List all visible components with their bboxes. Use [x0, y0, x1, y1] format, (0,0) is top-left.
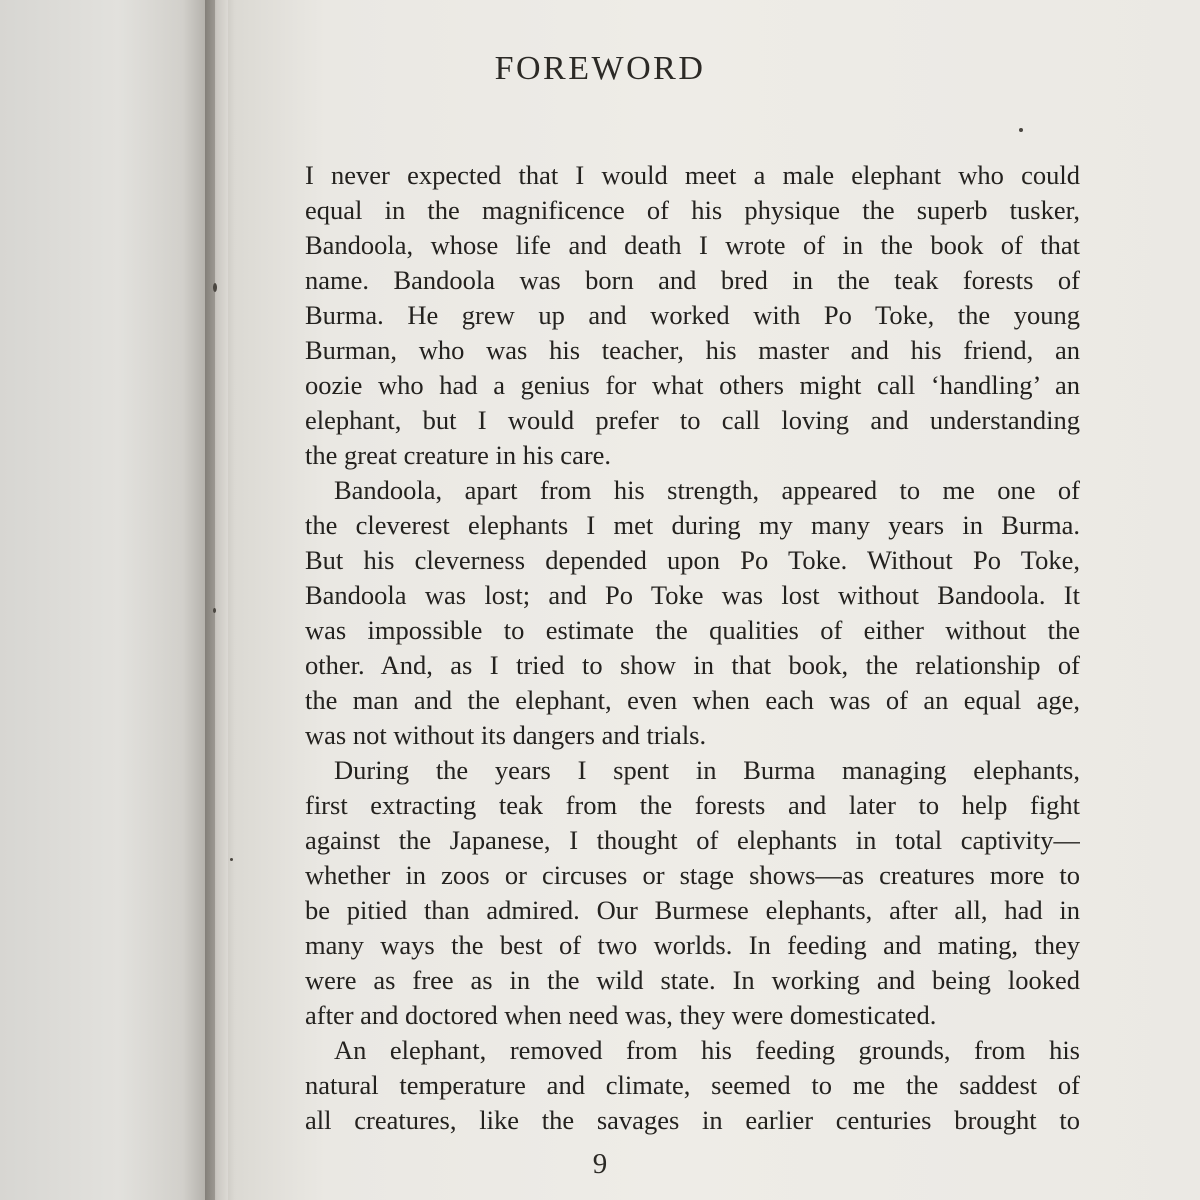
text-line: was impossible to estimate the qualities of either without the: [305, 615, 1080, 645]
text-line: Burma. He grew up and worked with Po Toke, the young: [305, 300, 1080, 330]
text-line: many ways the best of two worlds. In feeding and mating, they: [305, 930, 1080, 960]
paper-speck: [230, 858, 233, 861]
text-line: elephant, but I would prefer to call loving and understanding: [305, 405, 1080, 435]
text-line: An elephant, removed from his feeding grounds, from his: [334, 1035, 1080, 1065]
page-number: 9: [592, 1148, 608, 1180]
text-line: all creatures, like the savages in earlier centuries brought to: [305, 1105, 1080, 1135]
text-line: against the Japanese, I thought of elephants in total captivity—: [305, 825, 1080, 855]
text-line: Burman, who was his teacher, his master and his friend, an: [305, 335, 1080, 365]
text-line: natural temperature and climate, seemed to me the saddest of: [305, 1070, 1080, 1100]
text-line: were as free as in the wild state. In working and being looked: [305, 965, 1080, 995]
paper-speck: [213, 283, 217, 292]
text-line: equal in the magnificence of his physique the superb tusker,: [305, 195, 1080, 225]
text-line: Bandoola, apart from his strength, appeared to me one of: [334, 475, 1080, 505]
text-line: I never expected that I would meet a male elephant who could: [305, 160, 1080, 190]
text-line: after and doctored when need was, they were domesticated.: [305, 1000, 937, 1030]
text-line: be pitied than admired. Our Burmese elephants, after all, had in: [305, 895, 1080, 925]
paper-speck: [213, 608, 216, 613]
facing-page-edge: [0, 0, 215, 1200]
text-line: the man and the elephant, even when each was of an equal age,: [305, 685, 1080, 715]
text-line: the great creature in his care.: [305, 440, 612, 470]
text-line: was not without its dangers and trials.: [305, 720, 707, 750]
paper-speck: [1019, 128, 1023, 132]
chapter-heading: FOREWORD: [494, 50, 706, 87]
book-gutter: [205, 0, 235, 1200]
text-line: During the years I spent in Burma managing elephants,: [334, 755, 1080, 785]
text-line: But his cleverness depended upon Po Toke. Without Po Toke,: [305, 545, 1080, 575]
text-line: Bandoola was lost; and Po Toke was lost without Bandoola. It: [305, 580, 1080, 610]
text-line: name. Bandoola was born and bred in the teak forests of: [305, 265, 1080, 295]
body-text: [305, 158, 1080, 1138]
text-line: first extracting teak from the forests and later to help fight: [305, 790, 1080, 820]
text-line: other. And, as I tried to show in that book, the relationship of: [305, 650, 1080, 680]
text-line: oozie who had a genius for what others might call ‘handling’ an: [305, 370, 1080, 400]
text-line: whether in zoos or circuses or stage shows—as creatures more to: [305, 860, 1080, 890]
text-line: Bandoola, whose life and death I wrote of in the book of that: [305, 230, 1080, 260]
text-line: the cleverest elephants I met during my many years in Burma.: [305, 510, 1080, 540]
